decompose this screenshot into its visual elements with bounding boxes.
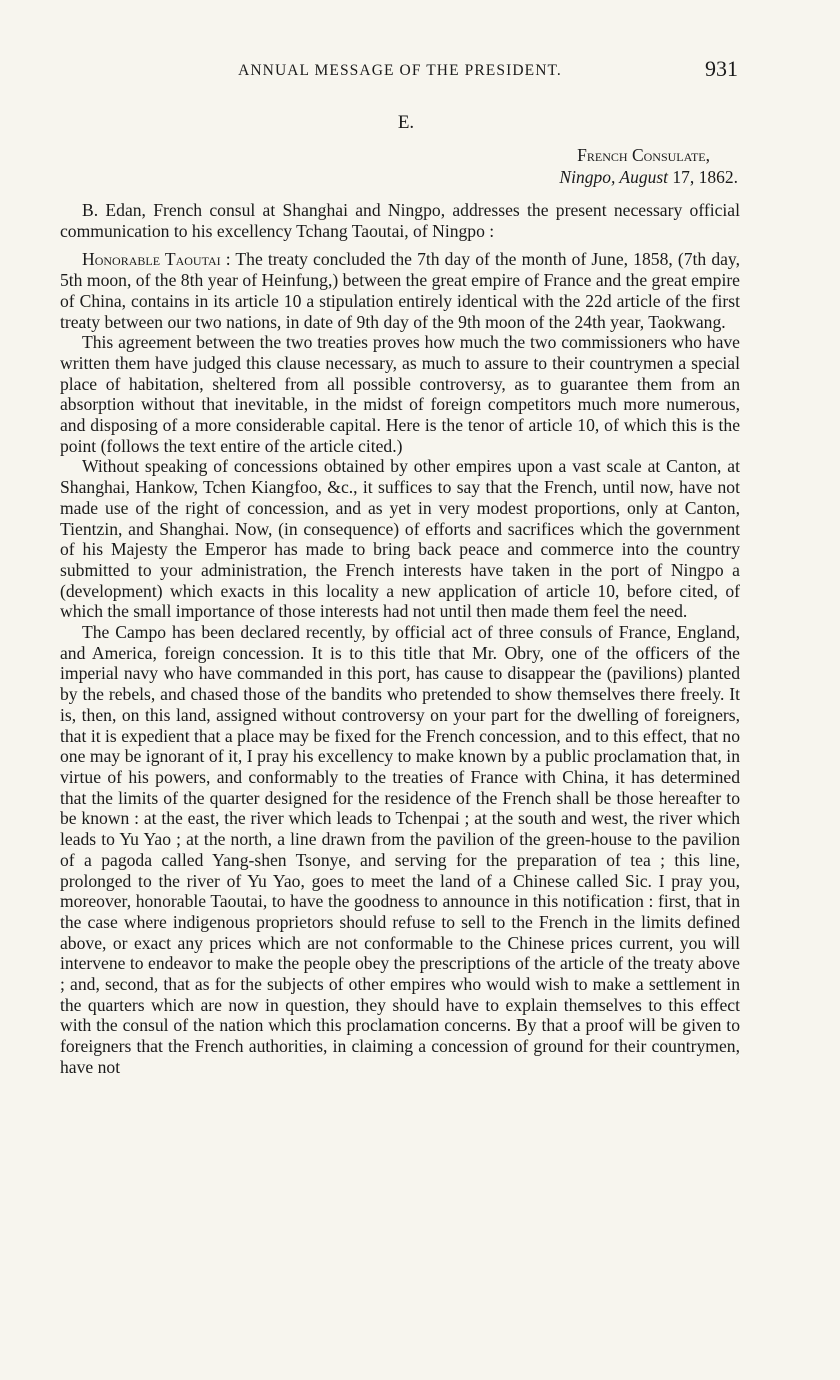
paragraph-1-text: The treaty concluded the 7th day of the month of June, 1858, (7th day, 5th moon, of the 8th year of Heinfung,) between the great empire of France and the great empire of China, contains in its article 10 a stipulation entirely identical with the 22d article of the first treaty between our two nations, in date of 9th day of the 9th moon of the 24th year, Taokwang. [60,249,740,332]
paragraph-3: Without speaking of concessions obtained by other empires upon a vast scale at Canton, at Shanghai, Hankow, Tchen Kiangfoo, &c., it suffices to say that the French, until now, have not made use of the right of concession, and as yet in very modest proportions, only at Canton, Tientzin, and Shanghai. Now, (in consequence) of efforts and sacrifices which the government of his Majesty the Emperor has made to bring back peace and commerce into the country submitted to your administration, the French interests have taken in the port of Ningpo a (development) which exacts in this locality a new application of article 10, before cited, of which the small importance of those interests had not until then made them feel the need. [60,456,740,622]
running-title: ANNUAL MESSAGE OF THE PRESIDENT. [238,62,562,79]
dateline-place-date [60,166,738,188]
dateline-place: Ningpo, August [559,167,668,187]
paragraph-4: The Campo has been declared recently, by official act of three consuls of France, England, and America, foreign concession. It is to this title that Mr. Obry, one of the officers of the imperial navy who have commanded in this port, has cause to disappear the (pavilions) planted by the rebels, and chased those of the bandits who pretended to show themselves there freely. It is, then, on this land, assigned without controversy on your part for the dwelling of foreigners, that it is expedient that a place may be fixed for the French concession, and to this effect, that no one may be ignorant of it, I pray his excellency to make known by a public proclamation that, in virtue of his powers, and conformably to the treaties of France with China, it has determined that the limits of the quarter designed for the residence of the French shall be those hereafter to be known : at the east, the river which leads to Tchenpai ; at the south and west, the river which leads to Yu Yao ; at the north, a line drawn from the pavilion of the green-house to the pavilion of a pagoda called Yang-shen Tsonye, and serving for the preparation of tea ; this line, prolonged to the river of Yu Yao, goes to meet the land of a Chinese called Sic. I pray you, moreover, honorable Taoutai, to have the goodness to announce in this notification : first, that in the case where indigenous proprietors should refuse to sell to the French in the limits defined above, or exact any prices which are not conformable to the Chinese prices current, you will intervene to endeavor to make the people obey the prescriptions of the article of the treaty above ; and, second, that as for the subjects of other empires who would wish to make a settlement in the quarters which are now in question, they should have to explain themselves to this effect with the consul of the nation which this proclamation concerns. By that a proof will be given to foreigners that the French authorities, in claiming a concession of ground for their countrymen, have not [60,622,740,1077]
page-number: 931 [705,56,738,81]
salutation: Honorable Taoutai : [82,249,231,270]
dateline-day-year: 17, 1862. [672,167,738,187]
document-page [60,56,740,1078]
paragraph-1 [60,249,740,332]
paragraph-2: This agreement between the two treaties proves how much the two commissioners who have written them have judged this clause necessary, as much to assure to their countrymen a special place of habitation, sheltered from all possible controversy, as to guarantee them from an absorption without that inevitable, in the midst of foreign competitors much more numerous, and disposing of a more considerable capital. Here is the tenor of article 10, of which this is the point (follows the text entire of the article cited.) [60,332,740,456]
section-label: E. [397,112,415,133]
running-head [60,56,740,90]
dateline-sender: French Consulate, [577,145,710,165]
dateline [60,144,740,188]
intro-paragraph: B. Edan, French consul at Shanghai and Ningpo, addresses the present necessary official communication to his excellency Tchang Taoutai, of Ningpo : [60,200,740,241]
